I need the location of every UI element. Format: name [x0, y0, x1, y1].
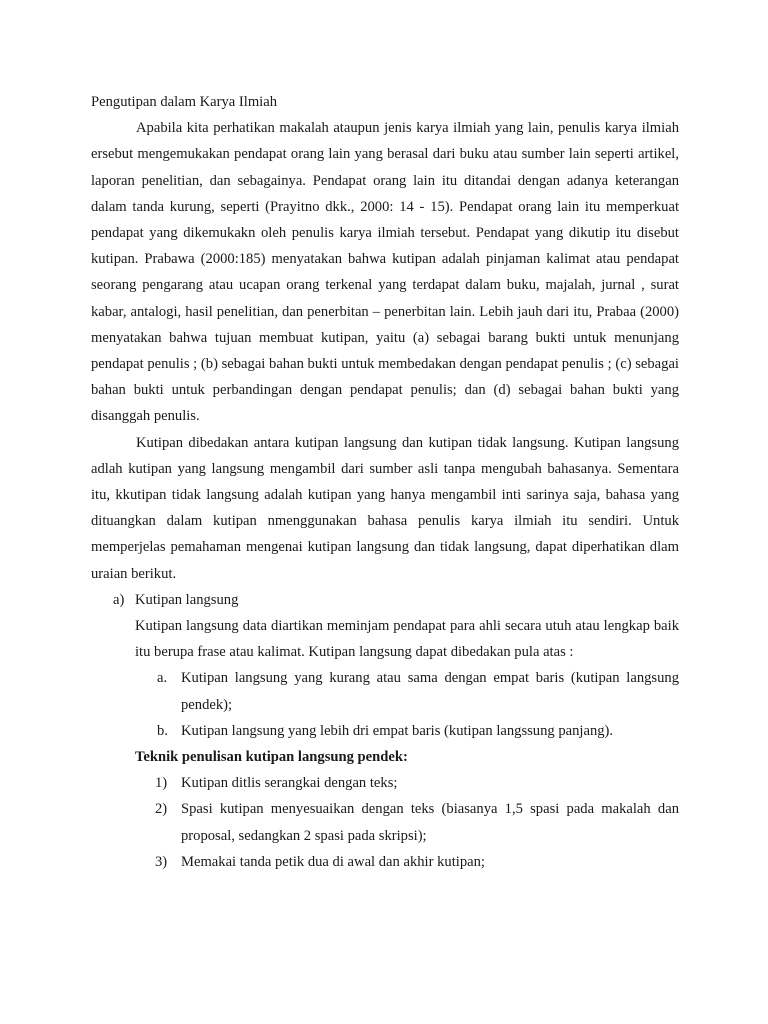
section-a-heading: Kutipan langsung: [135, 591, 239, 608]
step-item: [135, 849, 679, 875]
paragraph-1: Apabila kita perhatikan makalah ataupun jenis karya ilmiah yang lain, penulis karya ilmiah ersebut mengemukakan pendapat orang lain yang berasal dari buku atau sumber lain seperti artikel, laporan penelitian, dan sebagainya. Pendapat orang lain itu ditandai dengan adanya keterangan dalam tanda kurung, seperti (Prayitno dkk., 2000: 14 - 15). Pendapat orang lain itu memperkuat pendapat yang dikemukakn oleh penulis karya ilmiah tersebut. Pendapat yang dikutip itu disebut kutipan. Prabawa (2000:185) menyatakan bahwa kutipan adalah pinjaman kalimat atau pendapat seorang pengarang atau ucapan orang terkenal yang terdapat dalam buku, majalah, jurnal , surat kabar, antalogi, hasil penelitian, dan penerbitan – penerbitan lain. Lebih jauh dari itu, Prabaa (2000) menyatakan bahwa tujuan membuat kutipan, yaitu (a) sebagai barang bukti untuk menunjang pendapat penulis ; (b) sebagai bahan bukti untuk membedakan dengan pendapat penulis ; (c) sebagai bahan bukti untuk perbandingan dengan pendapat penulis; dan (d) sebagai bahan bukti yang disanggah penulis.: [91, 120, 679, 425]
list-item: [135, 718, 679, 744]
list-item-marker: a.: [157, 670, 168, 687]
step-text: Kutipan ditlis serangkai dengan teks;: [181, 775, 398, 792]
section-a-body: Kutipan langsung data diartikan meminjam pendapat para ahli secara utuh atau lengkap baik itu berupa frase atau kalimat. Kutipan langsung dapat dibedakan pula atas :: [135, 618, 679, 661]
step-marker: 2): [155, 801, 168, 818]
technique-steps: [135, 770, 679, 875]
section-list: [91, 587, 679, 875]
step-item: [135, 770, 679, 796]
paragraph-2: Kutipan dibedakan antara kutipan langsung dan kutipan tidak langsung. Kutipan langsung adlah kutipan yang langsung mengambil dari sumber asli tanpa mengubah bahasanya. Sementara itu, kkutipan tidak langsung adalah kutipan yang hanya mengambil inti sarinya saja, bahasa yang dituangkan dalam kutipan nmenggunakan bahasa penulis karya ilmiah itu sendiri. Untuk memperjelas pemahaman mengenai kutipan langsung dan tidak langsung, dapat diperhatikan dlam uraian berikut.: [91, 434, 679, 582]
step-item: [135, 796, 679, 848]
list-item-text: Kutipan langsung yang lebih dri empat baris (kutipan langssung panjang).: [181, 722, 614, 739]
kutipan-type-list: [135, 665, 679, 744]
document-title: Pengutipan dalam Karya Ilmiah: [91, 94, 278, 110]
section-a-marker: a): [113, 591, 125, 608]
list-item: [135, 665, 679, 717]
section-a: [91, 587, 679, 875]
list-item-text: Kutipan langsung yang kurang atau sama dengan empat baris (kutipan langsung pendek);: [181, 670, 679, 713]
list-item-marker: b.: [157, 722, 168, 739]
step-text: Spasi kutipan menyesuaikan dengan teks (biasanya 1,5 spasi pada makalah dan proposal, sedangkan 2 spasi pada skripsi);: [181, 801, 679, 844]
technique-heading: Teknik penulisan kutipan langsung pendek:: [135, 749, 408, 766]
step-marker: 1): [155, 775, 168, 792]
step-marker: 3): [155, 853, 168, 870]
step-text: Memakai tanda petik dua di awal dan akhir kutipan;: [181, 853, 485, 870]
